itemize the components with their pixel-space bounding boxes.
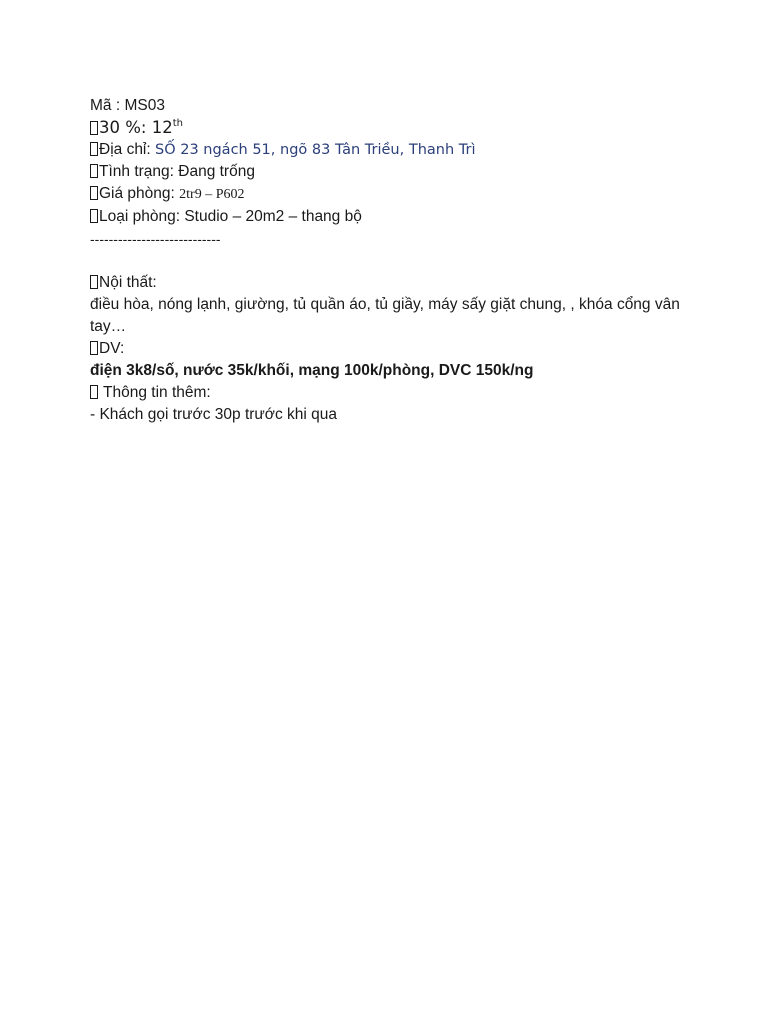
services-value: điện 3k8/số, nước 35k/khối, mạng 100k/phòng, DVC 150k/ng [90,362,534,379]
services-label: DV: [99,340,125,357]
furniture-heading [90,272,690,294]
bullet-box-icon [90,164,98,178]
services-heading [90,338,690,360]
commission-line [90,117,690,139]
bullet-box-icon [90,341,98,355]
address-line [90,139,690,161]
status-text: Tình trạng: Đang trống [99,163,255,180]
bullet-box-icon [90,209,98,223]
price-value: 2tr9 – P602 [179,187,245,202]
furniture-list: điều hòa, nóng lạnh, giường, tủ quần áo, tủ giầy, máy sấy giặt chung, , khóa cổng vân tay… [90,296,680,335]
separator: ---------------------------- [90,231,221,247]
address-value: SỐ 23 ngách 51, ngõ 83 Tân Triều, Thanh Trì [155,142,476,158]
furniture-label: Nội thất: [99,274,157,291]
bullet-box-icon [90,142,98,156]
price-line [90,183,690,206]
more-info-heading [90,382,690,404]
room-code [90,95,690,117]
room-type-line [90,206,690,228]
blank-line [90,250,690,272]
bullet-box-icon [90,121,98,135]
address-label: Địa chỉ: [99,141,155,158]
more-info-value: - Khách gọi trước 30p trước khi qua [90,406,337,423]
bullet-box-icon [90,275,98,289]
more-info-label: Thông tin thêm: [99,384,211,401]
commission-superscript: th [172,118,183,129]
bullet-box-icon [90,385,98,399]
bullet-box-icon [90,186,98,200]
price-label: Giá phòng: [99,185,180,202]
commission-text: 30 %: 12 [99,118,173,137]
room-type-text: Loại phòng: Studio – 20m2 – thang bộ [99,208,362,225]
status-line [90,161,690,183]
room-code-text: Mã : MS03 [90,97,165,114]
document-page [90,95,690,426]
